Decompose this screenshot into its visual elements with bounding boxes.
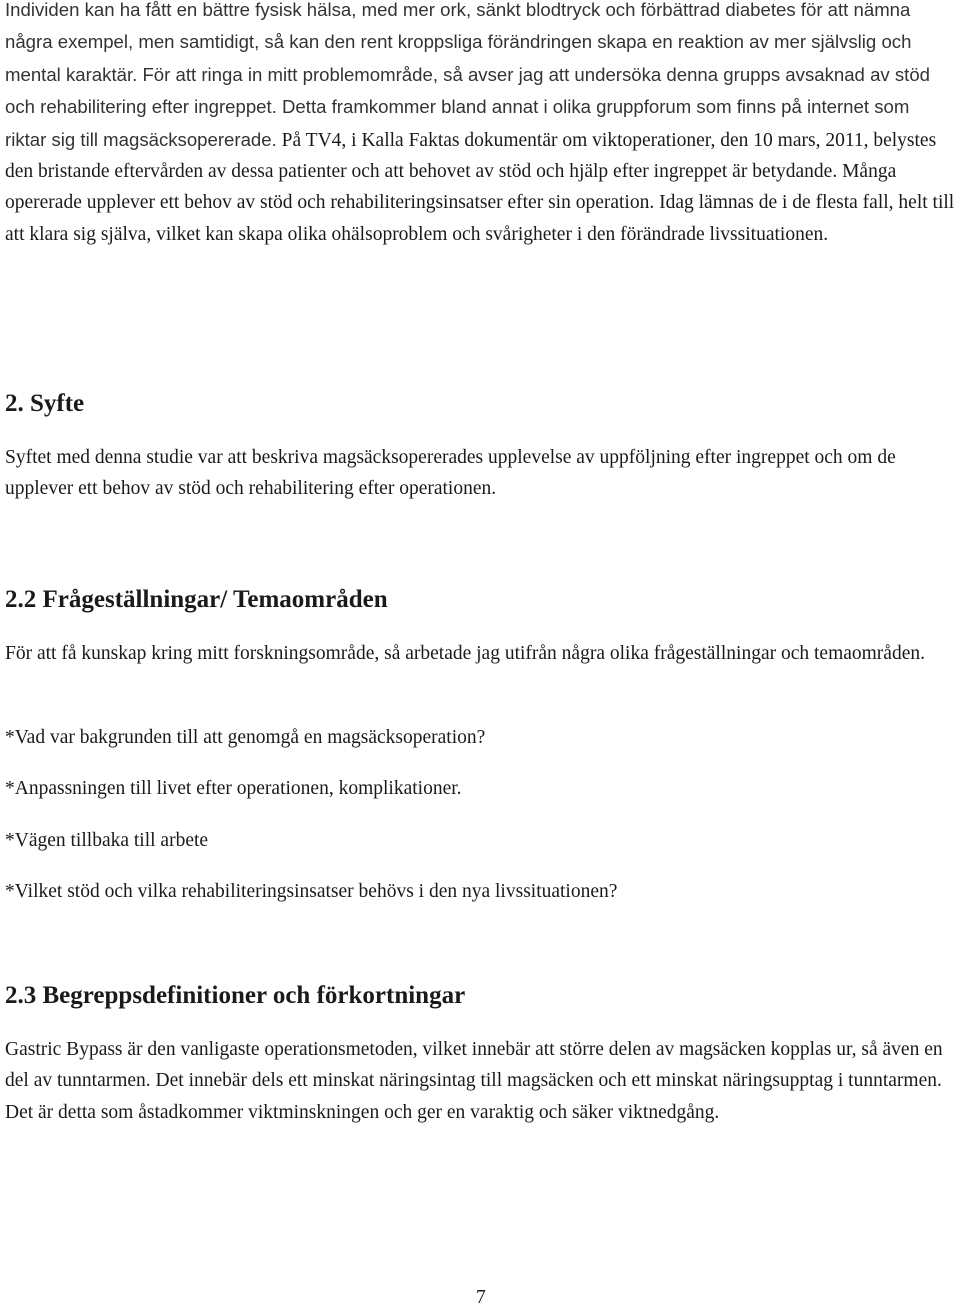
intro-paragraph (5, 0, 955, 250)
heading-syfte: 2. Syfte (5, 390, 85, 417)
intro-serif-run: På TV4, i Kalla Faktas dokumentär om viktoperationer, den 10 mars, 2011, belystes den bristande eftervården av dessa patienter och att behovet av stöd och hjälp efter ingreppet är betydande. Många opererade upplever ett behov av stöd och rehabiliteringsinsatser efter sin operation. Idag lämnas de i de flesta fall, helt till att klara sig själva, vilket kan skapa olika ohälsoproblem och svårigheter i den förändrade livssituationen. (5, 129, 955, 245)
fragestallningar-paragraph: För att få kunskap kring mitt forskningsområde, så arbetade jag utifrån några olika frågeställningar och temaområden. (5, 643, 925, 664)
heading-begreppsdefinitioner: 2.3 Begreppsdefinitioner och förkortningar (5, 982, 466, 1009)
question-item: *Vägen tillbaka till arbete (5, 830, 209, 851)
question-item: *Vad var bakgrunden till att genomgå en magsäcksoperation? (5, 727, 486, 748)
begrepp-paragraph: Gastric Bypass är den vanligaste operationsmetoden, vilket innebär att större delen av magsäcken kopplas ur, så även en del av tunntarmen. Det innebär dels ett minskat näringsintag till magsäcken och ett minskat näringsupptag i tunntarmen. Det är detta som åstadkommer viktminskningen och ger en varaktig och säker viktnedgång. (5, 1039, 943, 1123)
question-item: *Vilket stöd och vilka rehabiliteringsinsatser behövs i den nya livssituationen? (5, 881, 618, 902)
intro-sans-run: Individen kan ha fått en bättre fysisk hälsa, med mer ork, sänkt blodtryck och förbättrad diabetes för att nämna några exempel, men samtidigt, så kan den rent kroppsliga förändringen skapa en reaktion av mer självslig och mental karaktär. För att ringa in mitt problemområde, så avser jag att undersöka denna grupps avsaknad av stöd och rehabilitering efter ingreppet. Detta framkommer bland annat i olika gruppforum som finns på internet som riktar sig till magsäcksopererade. (5, 0, 931, 150)
question-item: *Anpassningen till livet efter operationen, komplikationer. (5, 778, 462, 799)
page-number: 7 (476, 1287, 486, 1308)
syfte-paragraph: Syftet med denna studie var att beskriva magsäcksopererades upplevelse av uppföljning efter ingreppet och om de upplever ett behov av stöd och rehabilitering efter operationen. (5, 447, 896, 500)
heading-fragestallningar: 2.2 Frågeställningar/ Temaområden (5, 586, 388, 613)
